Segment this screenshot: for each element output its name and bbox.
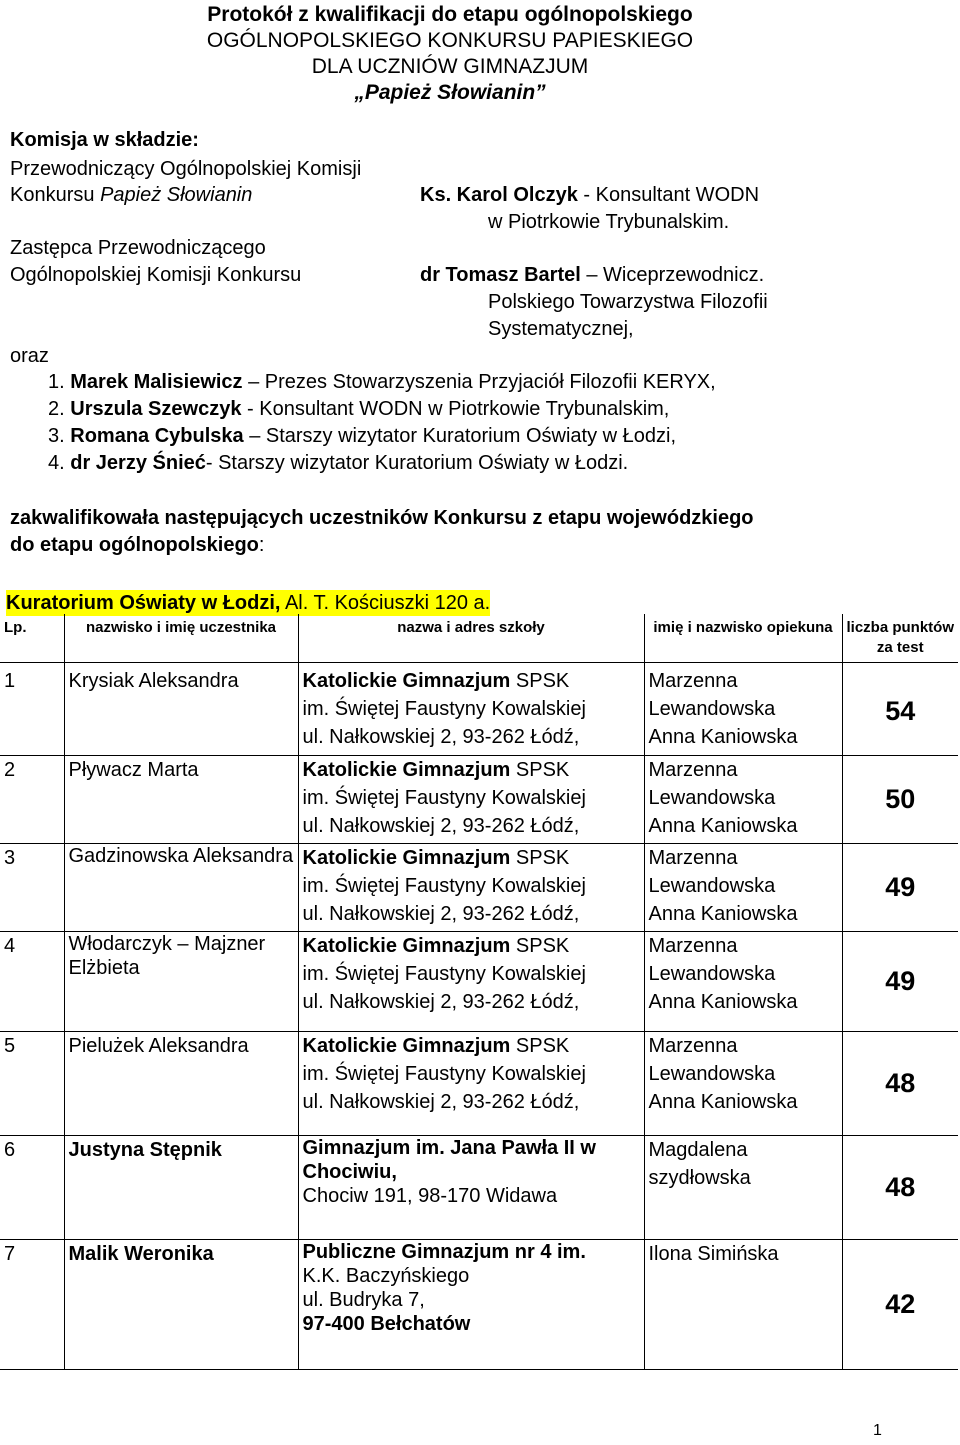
tutor-cell: Ilona Simińska	[644, 1239, 842, 1369]
row-num: 3	[0, 843, 64, 931]
school-cell: Katolickie Gimnazjum SPSK im. Świętej Faustyny Kowalskiej ul. Nałkowskiej 2, 93-262 Łódź,	[298, 1031, 644, 1135]
tutor-cell: Marzenna Lewandowska Anna Kaniowska	[644, 667, 842, 755]
points-cell: 54	[842, 667, 958, 755]
table-row	[0, 667, 958, 755]
school-cell: Katolickie Gimnazjum SPSK im. Świętej Faustyny Kowalskiej ul. Nałkowskiej 2, 93-262 Łódź,	[298, 667, 644, 755]
tutor-cell: Marzenna Lewandowska Anna Kaniowska	[644, 931, 842, 1031]
participant-name: Pielużek Aleksandra	[64, 1031, 298, 1135]
points-cell: 42	[842, 1239, 958, 1369]
committee-heading: Komisja w składzie:	[10, 129, 199, 151]
tutor-cell: Marzenna Lewandowska Anna Kaniowska	[644, 755, 842, 843]
row-num: 1	[0, 667, 64, 755]
oraz-label: oraz	[10, 345, 49, 367]
results-table	[0, 614, 958, 1370]
points-cell: 48	[842, 1135, 958, 1239]
tutor-cell: Marzenna Lewandowska Anna Kaniowska	[644, 1031, 842, 1135]
row-num: 7	[0, 1239, 64, 1369]
chair-name-line: Ks. Karol Olczyk - Konsultant WODN	[420, 184, 760, 206]
chair-role-line-1: Przewodniczący Ogólnopolskiej Komisji	[10, 158, 362, 180]
table-row	[0, 1031, 958, 1135]
table-row	[0, 931, 958, 1031]
row-num: 5	[0, 1031, 64, 1135]
tutor-cell: Magdalena szydłowska	[644, 1135, 842, 1239]
title-line-4: „Papież Słowianin”	[354, 81, 546, 104]
table-row	[0, 1135, 958, 1239]
points-cell: 48	[842, 1031, 958, 1135]
school-cell: Katolickie Gimnazjum SPSK im. Świętej Faustyny Kowalskiej ul. Nałkowskiej 2, 93-262 Łódź,	[298, 931, 644, 1031]
school-cell: Gimnazjum im. Jana Pawła II w Chociwiu, Chociw 191, 98-170 Widawa	[298, 1135, 644, 1239]
page-number: 1	[873, 1422, 882, 1439]
vice-desc-line-3: Systematycznej,	[488, 318, 634, 340]
participant-name: Malik Weronika	[64, 1239, 298, 1369]
points-cell: 49	[842, 931, 958, 1031]
chair-name: Ks. Karol Olczyk	[420, 184, 578, 206]
row-num: 6	[0, 1135, 64, 1239]
vice-role-line-2: Ogólnopolskiej Komisji Konkursu	[10, 264, 302, 286]
chair-desc-line-2: w Piotrkowie Trybunalskim.	[488, 211, 730, 233]
school-cell: Katolickie Gimnazjum SPSK im. Świętej Faustyny Kowalskiej ul. Nałkowskiej 2, 93-262 Łódź,	[298, 755, 644, 843]
table-header-row	[0, 614, 958, 663]
chair-role-line-2: Konkursu Papież Słowianin	[10, 184, 253, 206]
member-1: 1. Marek Malisiewicz – Prezes Stowarzyszenia Przyjaciół Filozofii KERYX,	[48, 371, 716, 393]
member-3: 3. Romana Cybulska – Starszy wizytator Kuratorium Oświaty w Łodzi,	[48, 425, 676, 447]
header-points: liczba punktów za test	[842, 614, 958, 663]
vice-role-line-1: Zastępca Przewodniczącego	[10, 237, 266, 259]
points-cell: 49	[842, 843, 958, 931]
row-num: 2	[0, 755, 64, 843]
school-cell: Katolickie Gimnazjum SPSK im. Świętej Faustyny Kowalskiej ul. Nałkowskiej 2, 93-262 Łódź,	[298, 843, 644, 931]
participant-name: Włodarczyk – Majzner Elżbieta	[64, 931, 298, 1031]
participant-name: Justyna Stępnik	[64, 1135, 298, 1239]
qualified-line-1: zakwalifikowała następujących uczestników Konkursu z etapu wojewódzkiego	[10, 507, 754, 529]
points-cell: 50	[842, 755, 958, 843]
header-name: nazwisko i imię uczestnika	[64, 614, 298, 663]
title-line-2: OGÓLNOPOLSKIEGO KONKURSU PAPIESKIEGO	[206, 29, 694, 52]
school-cell: Publiczne Gimnazjum nr 4 im. K.K. Baczyńskiego ul. Budryka 7, 97-400 Bełchatów	[298, 1239, 644, 1369]
title-block	[0, 2, 900, 106]
table-row	[0, 843, 958, 931]
header-school: nazwa i adres szkoły	[298, 614, 644, 663]
table-row	[0, 755, 958, 843]
vice-name: dr Tomasz Bartel	[420, 264, 581, 286]
header-lp: Lp.	[0, 614, 64, 663]
participant-name: Pływacz Marta	[64, 755, 298, 843]
member-4: 4. dr Jerzy Śnieć- Starszy wizytator Kuratorium Oświaty w Łodzi.	[48, 452, 629, 474]
header-tutor: imię i nazwisko opiekuna	[644, 614, 842, 663]
vice-desc-line-2: Polskiego Towarzystwa Filozofii	[488, 291, 768, 313]
row-num: 4	[0, 931, 64, 1031]
title-line-1: Protokół z kwalifikacji do etapu ogólnopolskiego	[207, 3, 693, 26]
qualified-line-2: do etapu ogólnopolskiego:	[10, 534, 265, 556]
vice-name-line: dr Tomasz Bartel – Wiceprzewodnicz.	[420, 264, 765, 286]
tutor-cell: Marzenna Lewandowska Anna Kaniowska	[644, 843, 842, 931]
member-2: 2. Urszula Szewczyk - Konsultant WODN w Piotrkowie Trybunalskim,	[48, 398, 670, 420]
kuratorium-address: Kuratorium Oświaty w Łodzi, Al. T. Kościuszki 120 a.	[6, 592, 491, 614]
table-row	[0, 1239, 958, 1369]
participant-name: Gadzinowska Aleksandra	[64, 843, 298, 931]
title-line-3: DLA UCZNIÓW GIMNAZJUM	[311, 55, 589, 78]
participant-name: Krysiak Aleksandra	[64, 667, 298, 755]
